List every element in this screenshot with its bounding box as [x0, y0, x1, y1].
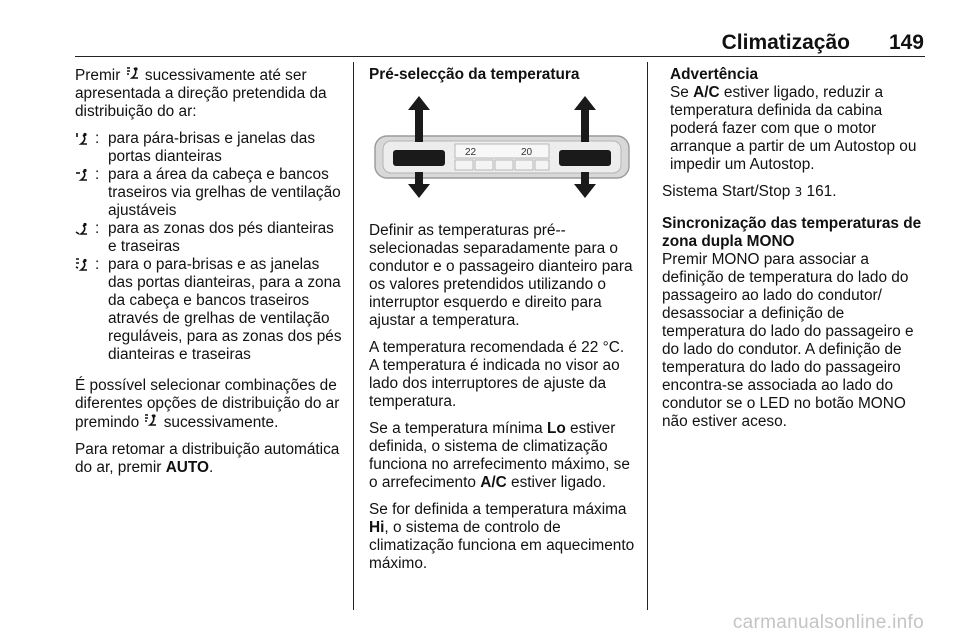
sync-paragraph: Premir MONO para associar a definição de temperatura do lado do passageiro ao lado do condutor/ desassociar a definição de temperatura do lado do passageiro e do lado do condutor. A definição de temperatura do lado do passageiro encontra-se associada ao lado do condutor se o LED no botão MONO não estiver aceso.	[662, 251, 914, 430]
intro-suffix: sucessivamente até ser apresentada a direção pretendida da distribuição do ar:	[75, 67, 327, 120]
page-arrow-icon: 3	[794, 185, 803, 199]
temperature-heading: Pré-selecção da temperatura	[369, 66, 580, 83]
hi-label: Hi	[369, 519, 385, 536]
airflow-all-icon	[125, 66, 141, 82]
text-segment: , o sistema de controlo de climatização funciona em aquecimento máximo.	[369, 519, 635, 572]
airflow-windscreen-icon	[75, 132, 89, 147]
chapter-title: Climatização	[721, 31, 850, 54]
auto-label: AUTO	[165, 459, 210, 476]
lo-label: Lo	[546, 420, 566, 437]
column-divider-2	[647, 62, 648, 610]
left-temperature-switch	[393, 150, 445, 166]
right-temperature-switch	[559, 150, 611, 166]
column-air-distribution	[75, 66, 342, 486]
paragraph-minimum	[369, 420, 635, 492]
left-temperature-readout: 22	[465, 147, 477, 158]
column-temperature	[369, 66, 635, 582]
text-segment: estiver ligado, reduzir a temperatura definida da cabina poderá fazer com que o motor arranque a partir de um Autostop ou impedir um Autostop.	[670, 84, 917, 173]
list-item-text: para a área da cabeça e bancos traseiros via grelhas de ventilação ajustáveis	[108, 166, 341, 219]
list-item-text: para pára-brisas e janelas das portas dianteiras	[108, 130, 316, 165]
paragraph-maximum	[369, 501, 635, 573]
distribution-list	[75, 130, 342, 364]
cross-reference[interactable]	[662, 183, 928, 201]
list-item: : para pára-brisas e janelas das portas dianteiras	[75, 130, 342, 166]
intro-prefix: Premir	[75, 67, 121, 84]
column-warning-sync	[662, 66, 928, 440]
sync-heading: Sincronização das temperaturas de zona dupla MONO	[662, 215, 922, 250]
airflow-head-icon	[75, 168, 89, 183]
reference-label: Sistema Start/Stop	[662, 183, 791, 200]
text-segment: Se for definida a temperatura máxima	[369, 501, 627, 518]
list-item-text: para o para-brisas e as janelas das portas dianteiras, para a zona da cabeça e bancos traseiros através de grelhas de ventilação reguláveis, para as zonas dos pés dianteiras e traseiras	[108, 256, 342, 363]
combo-prefix: É possível selecionar combinações de diferentes opções de distribuição do ar premindo	[75, 377, 340, 431]
paragraph-preset: Definir as temperaturas pré--selecionadas separadamente para o condutor e o passageiro dianteiro para os valores pretendidos utilizando o interruptor esquerdo e direito para ajustar a temperatura.	[369, 222, 633, 329]
airflow-feet-icon	[75, 222, 89, 237]
page-number: 149	[888, 31, 924, 54]
header-divider	[75, 56, 925, 57]
combination-paragraph	[75, 377, 342, 432]
airflow-all-icon	[75, 258, 89, 273]
list-item: : para as zonas dos pés dianteiras e traseiras	[75, 220, 342, 256]
right-temperature-readout: 20	[521, 147, 533, 158]
warning-title: Advertência	[670, 66, 759, 83]
list-item-text: para as zonas dos pés dianteiras e traseiras	[108, 220, 334, 255]
auto-suffix: .	[209, 459, 214, 476]
combo-suffix: sucessivamente.	[163, 414, 279, 431]
watermark: carmanualsonline.info	[732, 612, 924, 633]
text-segment: estiver ligado.	[511, 474, 606, 491]
intro-paragraph	[75, 66, 342, 121]
auto-paragraph	[75, 441, 342, 477]
ac-label: A/C	[480, 474, 507, 491]
ac-label: A/C	[693, 84, 720, 101]
auto-prefix: Para retomar a distribuição automática do ar, premir	[75, 441, 340, 476]
airflow-all-icon	[143, 413, 159, 429]
reference-page: 161.	[806, 183, 837, 200]
paragraph-recommended: A temperatura recomendada é 22 °C. A temperatura é indicada no visor ao lado dos interruptores de ajuste da temperatura.	[369, 339, 625, 410]
warning-text	[670, 84, 928, 174]
text-segment: Se a temperatura mínima	[369, 420, 543, 437]
text-segment: Se	[670, 84, 689, 101]
climate-panel-illustration	[371, 92, 633, 202]
warning-block	[662, 66, 928, 174]
list-item: : para o para-brisas e as janelas das portas dianteiras, para a zona da cabeça e bancos traseiros através de grelhas de ventilação reguláveis, para as zonas dos pés dianteiras e traseiras	[75, 256, 342, 364]
text-segment: estiver definida, o sistema de climatização funciona no arrefecimento máximo, se o arrefecimento	[369, 420, 630, 491]
list-item: : para a área da cabeça e bancos traseiros via grelhas de ventilação ajustáveis	[75, 166, 342, 220]
column-divider-1	[353, 62, 354, 610]
